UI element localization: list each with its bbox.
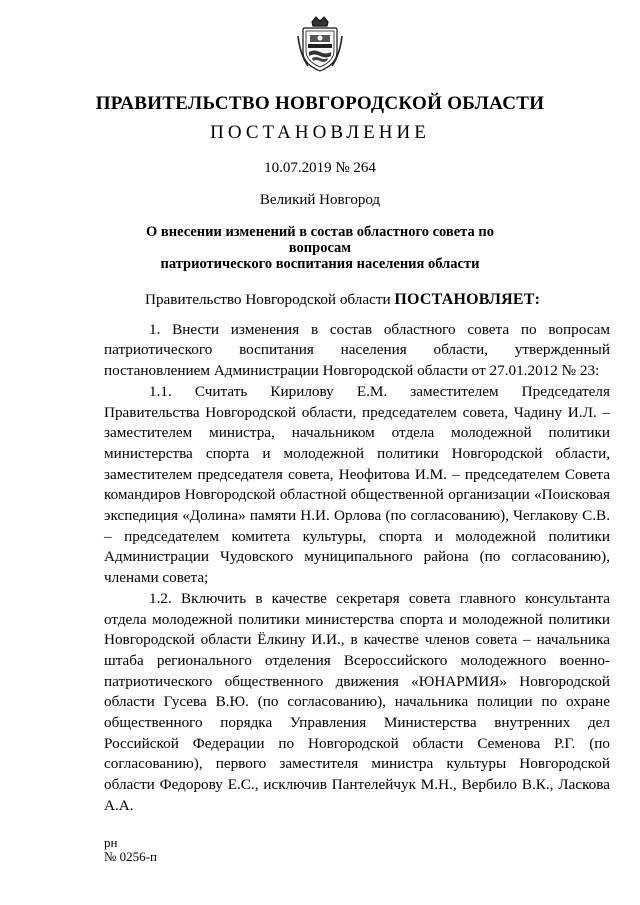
government-title: ПРАВИТЕЛЬСТВО НОВГОРОДСКОЙ ОБЛАСТИ [95, 93, 545, 114]
date-number: 10.07.2019 № 264 [264, 160, 376, 176]
coat-of-arms-emblem [296, 14, 344, 74]
city-name: Великий Новгород [259, 192, 381, 208]
subject-line-1: О внесении изменений в состав областного совета по вопросам [146, 224, 494, 256]
lead-paragraph [104, 290, 610, 311]
paragraph-1-2: 1.2. Включить в качестве секретаря совета главного консультанта отдела молодежной политики министерства спорта и молодежной политики Новгородской области Ёлкину И.И., в качестве членов совета – начальника штаба регионального отделения Всероссийского молодежного военно-патриотического общественного движения «ЮНАРМИЯ» Новгородской области Гусева В.Ю. (по согласованию), начальника полиции по охране общественного порядка Управления Министерства внутренних дел Российской Федерации по Новгородской области Семенова Р.Г. (по согласованию), первого заместителя министра культуры Новгородской области Федорову Е.С., исключив Пантелейчук М.Н., Вербило В.К., Ласкова А.А. [104, 589, 610, 814]
footer-mark: рн [104, 835, 118, 850]
paragraph-1: 1. Внести изменения в состав областного совета по вопросам патриотического воспитания населения области, утвержденный постановлением Администрации Новгородской области от 27.01.2012 № 23: [104, 320, 610, 380]
subject-line-2: патриотического воспитания населения области [160, 256, 480, 272]
footer [104, 836, 157, 864]
document-type: ПОСТАНОВЛЕНИЕ [210, 122, 430, 143]
lead-bold: ПОСТАНОВЛЯЕТ: [394, 291, 541, 308]
document-body [104, 290, 610, 817]
lead-prefix: Правительство Новгородской области [145, 291, 395, 308]
footer-number: № 0256-п [104, 849, 157, 864]
document-subject [120, 224, 520, 272]
paragraph-1-1: 1.1. Считать Кирилову Е.М. заместителем Председателя Правительства Новгородской области, председателем совета, Чадину И.Л. – заместителем министра, начальником отдела молодежной политики министерства спорта и молодежной политики Новгородской области, заместителем председателя совета, Неофитова И.М. – председателем Совета командиров Новгородской областной общественной организации «Поисковая экспедиция «Долина» памяти Н.И. Орлова (по согласованию), Чеглакову С.В. – председателем комитета культуры, спорта и молодежной политики Администрации Чудовского муниципального района (по согласованию), членами совета; [104, 382, 610, 587]
